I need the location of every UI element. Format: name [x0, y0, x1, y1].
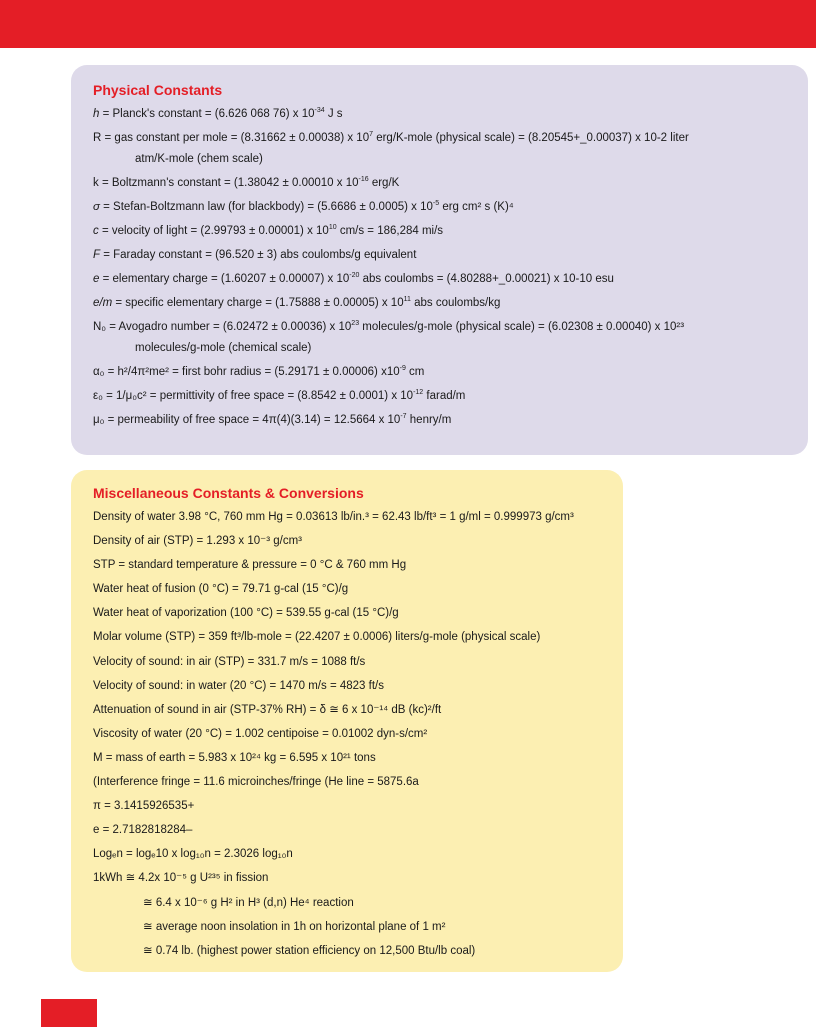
physical-constants-title: Physical Constants	[93, 82, 223, 98]
physical-constants-panel	[71, 65, 808, 455]
misc-line: Density of air (STP) = 1.293 x 10⁻³ g/cm³	[93, 535, 302, 548]
misc-line: Water heat of fusion (0 °C) = 79.71 g-cal (15 °C)/g	[93, 583, 349, 596]
constant-gas-continued: atm/K-mole (chem scale)	[135, 153, 263, 165]
constant-light-velocity: c = velocity of light = (2.99793 ± 0.00001) x $10^{10}$ cm/s = 186,284 mi/s	[93, 224, 444, 237]
misc-line: Attenuation of sound in air (STP-37% RH) = δ ≅ 6 x 10⁻¹⁴ dB (kc)²/ft	[93, 703, 442, 716]
top-red-bar	[0, 0, 816, 48]
constant-avogadro: N₀ = Avogadro number = (6.02472 ± 0.00036) x $10^{23}$ molecules/g-mole (physical scale) = (6.02308 ± 0.00040) x 10²³	[93, 320, 685, 333]
bottom-red-block	[41, 999, 97, 1027]
misc-line: Velocity of sound: in air (STP) = 331.7 m/s = 1088 ft/s	[93, 655, 366, 668]
misc-line: Velocity of sound: in water (20 °C) = 1470 m/s = 4823 ft/s	[93, 679, 384, 692]
misc-indented-line: ≅ 6.4 x 10⁻⁶ g H² in H³ (d,n) He⁴ reaction	[143, 896, 354, 909]
misc-line: π = 3.1415926535+	[93, 800, 195, 813]
constant-faraday: F = Faraday constant = (96.520 ± 3) abs coulombs/g equivalent	[93, 249, 417, 261]
misc-indented-line: ≅ 0.74 lb. (highest power station efficiency on 12,500 Btu/lb coal)	[143, 944, 476, 957]
misc-line: Logₑn = logₑ10 x log₁₀n = 2.3026 log₁₀n	[93, 848, 293, 861]
constant-gas: R = gas constant per mole = (8.31662 ± 0.00038) x $10^7$ erg/K-mole (physical scale) = (8.20545+_0.00037) x 10-2 liter	[93, 131, 689, 144]
constant-boltzmann: k = Boltzmann's constant = (1.38042 ± 0.00010 x $10^{-16}$ erg/K	[93, 176, 400, 189]
constant-specific-charge: e/m = specific elementary charge = (1.75888 ± 0.00005) x $10^{11}$ abs coulombs/kg	[93, 296, 501, 309]
misc-line: Molar volume (STP) = 359 ft³/lb-mole = (22.4207 ± 0.0006) liters/g-mole (physical scale)	[93, 631, 541, 644]
constant-planck: h = Planck's constant = (6.626 068 76) x $10^{-34}$ J s	[93, 107, 343, 120]
constant-stefan-boltzmann: σ = Stefan-Boltzmann law (for blackbody) = (5.6686 ± 0.0005) x $10^{-5}$ erg cm² s (K)⁴	[93, 200, 514, 213]
misc-line: e = 2.7182818284–	[93, 824, 193, 837]
misc-line: 1kWh ≅ 4.2x 10⁻⁵ g U²³⁵ in fission	[93, 872, 269, 885]
misc-line: STP = standard temperature & pressure = 0 °C & 760 mm Hg	[93, 559, 407, 572]
misc-line: Water heat of vaporization (100 °C) = 539.55 g-cal (15 °C)/g	[93, 607, 399, 620]
constant-avogadro-continued: molecules/g-mole (chemical scale)	[135, 342, 312, 354]
constant-permittivity: ε₀ = 1/μ₀c² = permittivity of free space = (8.8542 ± 0.0001) x $10^{-12}$ farad/m	[93, 389, 466, 402]
misc-line: Density of water 3.98 °C, 760 mm Hg = 0.03613 lb/in.³ = 62.43 lb/ft³ = 1 g/ml = 0.999973 g/cm³	[93, 511, 574, 523]
misc-constants-panel	[71, 470, 623, 972]
misc-indented-line: ≅ average noon insolation in 1h on horizontal plane of 1 m²	[143, 920, 446, 933]
misc-line: (Interference fringe = 11.6 microinches/fringe (He line = 5875.6a	[93, 776, 419, 789]
constant-bohr-radius: α₀ = h²/4π²me² = first bohr radius = (5.29171 ± 0.00006) $x10^{-9}$ cm	[93, 365, 425, 378]
constant-elementary-charge: e = elementary charge = (1.60207 ± 0.00007) x $10^{-20}$ abs coulombs = (4.80288+_0.00021) x 10-10 esu	[93, 272, 614, 285]
constant-permeability: μ₀ = permeability of free space = 4π(4)(3.14) = 12.5664 x $10^{-7}$ henry/m	[93, 413, 452, 426]
misc-constants-title: Miscellaneous Constants & Conversions	[93, 485, 364, 501]
misc-line: Viscosity of water (20 °C) = 1.002 centipoise = 0.01002 dyn-s/cm²	[93, 727, 428, 740]
misc-line: M = mass of earth = 5.983 x 10²⁴ kg = 6.595 x 10²¹ tons	[93, 751, 376, 764]
